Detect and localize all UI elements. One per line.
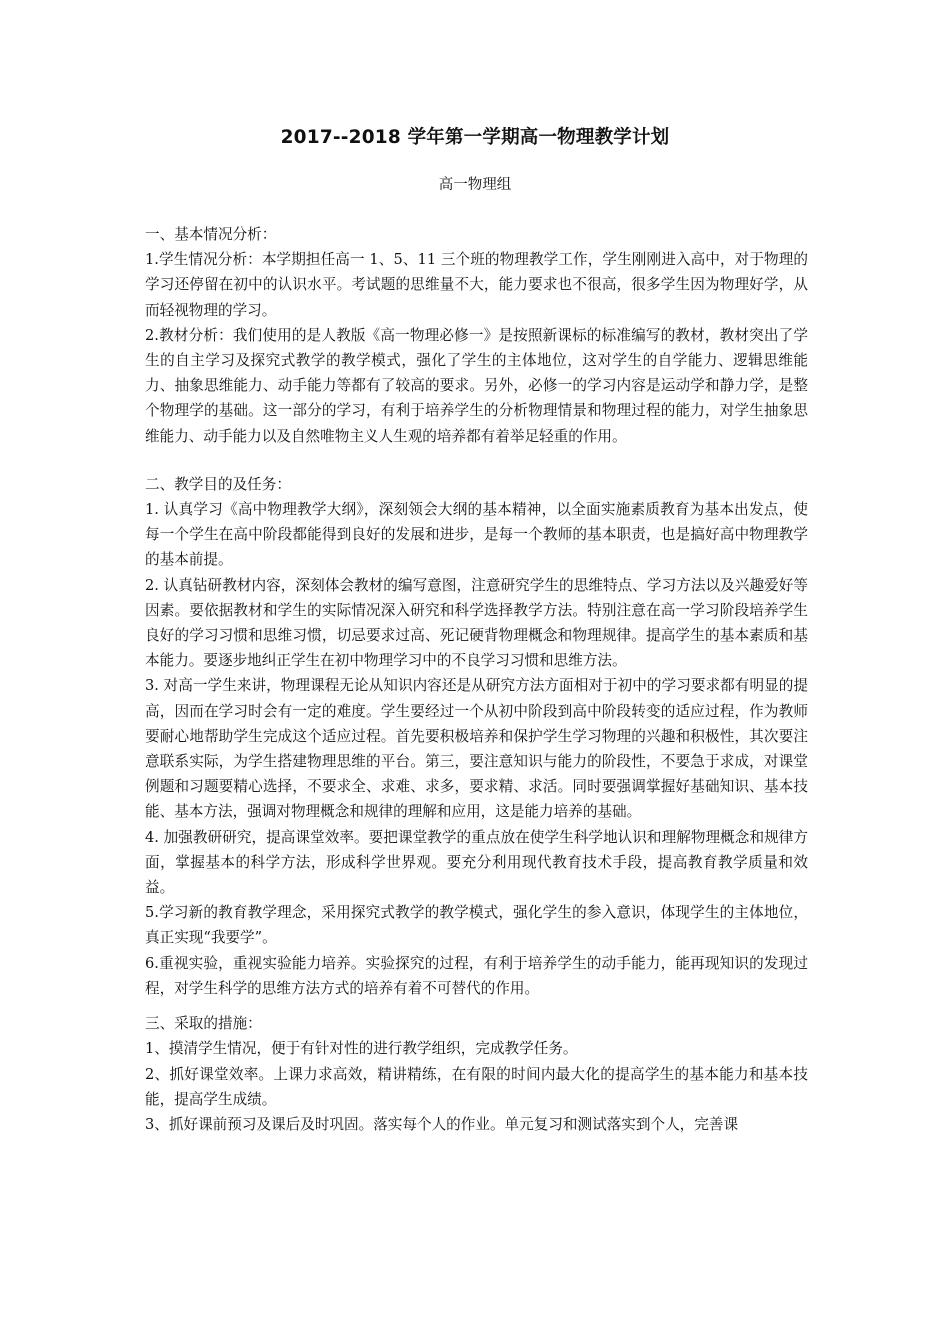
- paragraph: 2. 认真钻研教材内容，深刻体会教材的编写意图，注意研究学生的思维特点、学习方法以及兴趣爱好等因素。要依据教材和学生的实际情况深入研究和科学选择教学方法。特别注意在高一学习阶段培养学生良好的学习习惯和思维习惯，切忌要求过高、死记硬背物理概念和物理规律。提高学生的基本素质和基本能力。要逐步地纠正学生在初中物理学习中的不良学习习惯和思维方法。: [145, 576, 808, 670]
- paragraph: 4. 加强教研研究，提高课堂效率。要把课堂教学的重点放在使学生科学地认识和理解物理概念和规律方面，掌握基本的科学方法，形成科学世界观。要充分利用现代教育技术手段，提高教育教学质量和效益。: [145, 828, 808, 897]
- document-author: 高一物理组: [438, 177, 512, 193]
- paragraph: 3、抓好课前预习及课后及时巩固。落实每个人的作业。单元复习和测试落实到个人，完善课: [145, 1115, 739, 1133]
- paragraph: 1、摸清学生情况，便于有针对性的进行教学组织，完成教学任务。: [145, 1040, 578, 1058]
- paragraph: 2、抓好课堂效率。上课力求高效，精讲精练，在有限的时间内最大化的提高学生的基本能力和基本技能，提高学生成绩。: [145, 1065, 808, 1108]
- section-heading: 一、基本情况分析：: [145, 226, 277, 243]
- paragraph: 6.重视实验，重视实验能力培养。实验探究的过程，有利于培养学生的动手能力，能再现知识的发现过程，对学生科学的思维方法方式的培养有着不可替代的作用。: [145, 954, 808, 997]
- document-title: 2017--2018 学年第一学期高一物理教学计划: [280, 127, 670, 148]
- paragraph: 5.学习新的教育教学理念，采用探究式教学的教学模式，强化学生的参入意识，体现学生的主体地位，真正实现“我要学”。: [145, 904, 808, 947]
- paragraph: 1. 认真学习《高中物理教学大纲》，深刻领会大纲的基本精神，以全面实施素质教育为基本出发点，使每一个学生在高中阶段都能得到良好的发展和进步，是每一个教师的基本职责，也是搞好高中物理教学的基本前提。: [145, 501, 808, 569]
- paragraph: 1.学生情况分析：本学期担任高一 1、5、11 三个班的物理教学工作，学生刚刚进入高中，对于物理的学习还停留在初中的认识水平。考试题的思维量不大，能力要求也不很高，很多学生因为物理好学，从而轻视物理的学习。: [145, 251, 808, 319]
- section-heading: 二、教学目的及任务：: [145, 475, 291, 493]
- paragraph: 2.教材分析：我们使用的是人教版《高一物理必修一》是按照新课标的标准编写的教材，教材突出了学生的自主学习及探究式教学的教学模式，强化了学生的主体地位，这对学生的自学能力、逻辑思维能力、抽象思维能力、动手能力等都有了较高的要求。另外，必修一的学习内容是运动学和静力学，是整个物理学的基础。这一部分的学习，有利于培养学生的分析物理情景和物理过程的能力，对学生抽象思维能力、动手能力以及自然唯物主义人生观的培养都有着举足轻重的作用。: [145, 326, 808, 445]
- paragraph: 3. 对高一学生来讲，物理课程无论从知识内容还是从研究方法方面相对于初中的学习要求都有明显的提高，因而在学习时会有一定的难度。学生要经过一个从初中阶段到高中阶段转变的适应过程，作为教师要耐心地帮助学生完成这个适应过程。首先要积极培养和保护学生学习物理的兴趣和积极性，其次要注意联系实际，为学生搭建物理思维的平台。第三，要注意知识与能力的阶段性，不要急于求成，对课堂例题和习题要精心选择，不要求全、求难、求多，要求精、求活。同时要强调掌握好基础知识、基本技能、基本方法，强调对物理概念和规律的理解和应用，这是能力培养的基础。: [145, 677, 808, 821]
- document-body: [145, 222, 808, 1137]
- spacer: [145, 449, 808, 472]
- section-heading: 三、采取的措施：: [145, 1015, 262, 1033]
- spacer: [145, 1001, 808, 1011]
